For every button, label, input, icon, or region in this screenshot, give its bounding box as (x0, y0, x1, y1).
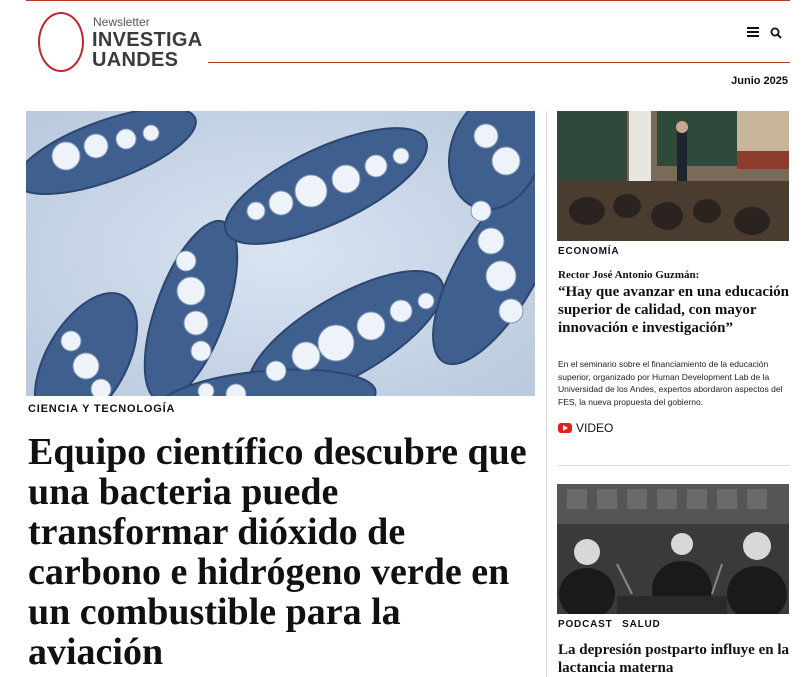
side-article-1-title[interactable]: “Hay que avanzar en una educación superior de calidad, con mayor innovación e investigación” (558, 284, 789, 336)
side-rule (558, 465, 790, 466)
youtube-play-icon (558, 423, 572, 433)
side-article-2-categories (558, 619, 667, 630)
column-divider (546, 111, 547, 677)
side-article-1-image[interactable] (557, 111, 789, 241)
main-article-headline[interactable]: Equipo científico descubre que una bacteria puede transformar dióxido de carbono e hidrógeno verde en un combustible para la aviación (28, 431, 527, 673)
side-article-1-category[interactable]: ECONOMÍA (558, 246, 620, 257)
side-article-2-title[interactable]: La depresión postparto influye en la lactancia materna (558, 642, 789, 676)
side-article-2-image[interactable] (557, 484, 789, 614)
hamburger-menu-icon[interactable] (747, 27, 759, 37)
top-rule (26, 0, 790, 1)
side-article-2-category-salud[interactable]: SALUD (622, 619, 661, 630)
logo-title-line1: INVESTIGA (92, 29, 203, 51)
main-article-category[interactable]: CIENCIA Y TECNOLOGÍA (28, 403, 176, 415)
logo-newsletter-text: Newsletter (93, 15, 150, 29)
main-article-image[interactable] (26, 111, 535, 396)
video-label: VIDEO (576, 421, 614, 435)
logo-ring-icon (38, 12, 84, 72)
side-article-1-kicker: Rector José Antonio Guzmán: (558, 269, 700, 281)
video-link[interactable] (558, 421, 613, 435)
side-article-1-summary: En el seminario sobre el financiamiento de la educación superior, organizado por Human Development Lab de la Universidad de los Andes, expertos abordaron aspectos del FES, la nueva propuesta del gobierno. (558, 359, 783, 407)
site-logo[interactable] (38, 12, 218, 74)
header-rule (208, 62, 790, 63)
logo-title-line2: UANDES (92, 49, 179, 71)
side-article-2-category-podcast[interactable]: PODCAST (558, 619, 613, 630)
search-icon[interactable] (770, 26, 782, 38)
issue-date: Junio 2025 (731, 75, 788, 87)
